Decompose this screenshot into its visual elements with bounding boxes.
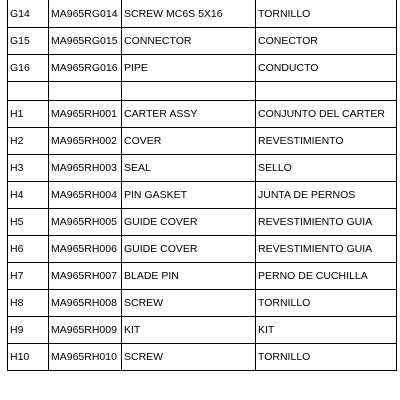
- item-cell: H6: [8, 236, 49, 263]
- table-row: [8, 0, 397, 28]
- description-cell: COVER: [122, 128, 256, 155]
- item-cell: H8: [8, 290, 49, 317]
- part-code-cell: MA965RG016: [49, 55, 122, 82]
- spanish-description-cell: CONDUCTO: [256, 55, 397, 82]
- spanish-description-cell: [256, 82, 397, 101]
- table-row: [8, 182, 397, 209]
- description-cell: BLADE PIN: [122, 263, 256, 290]
- spanish-description-cell: KIT: [256, 317, 397, 344]
- part-code-cell: MA965RH007: [49, 263, 122, 290]
- item-cell: H4: [8, 182, 49, 209]
- spanish-description-cell: TORNILLO: [256, 344, 397, 371]
- part-code-cell: MA965RH004: [49, 182, 122, 209]
- part-code-cell: MA965RH008: [49, 290, 122, 317]
- part-code-cell: MA965RH010: [49, 344, 122, 371]
- table-row: [8, 263, 397, 290]
- item-cell: H9: [8, 317, 49, 344]
- spanish-description-cell: TORNILLO: [256, 0, 397, 28]
- description-cell: CONNECTOR: [122, 28, 256, 55]
- description-cell: SCREW MC6S 5X16: [122, 0, 256, 28]
- table-row: [8, 55, 397, 82]
- table-row: [8, 209, 397, 236]
- spanish-description-cell: SELLO: [256, 155, 397, 182]
- parts-list-sheet: [7, 0, 396, 371]
- part-code-cell: MA965RH002: [49, 128, 122, 155]
- description-cell: GUIDE COVER: [122, 209, 256, 236]
- description-cell: SCREW: [122, 344, 256, 371]
- spanish-description-cell: REVESTIMIENTO GUIA: [256, 209, 397, 236]
- table-row: [8, 101, 397, 128]
- item-cell: G14: [8, 0, 49, 28]
- part-code-cell: MA965RH009: [49, 317, 122, 344]
- item-cell: H1: [8, 101, 49, 128]
- spanish-description-cell: REVESTIMIENTO: [256, 128, 397, 155]
- part-code-cell: MA965RG014: [49, 0, 122, 28]
- description-cell: [122, 82, 256, 101]
- item-cell: H10: [8, 344, 49, 371]
- item-cell: [8, 82, 49, 101]
- item-cell: H7: [8, 263, 49, 290]
- table-row: [8, 28, 397, 55]
- part-code-cell: MA965RH005: [49, 209, 122, 236]
- item-cell: G16: [8, 55, 49, 82]
- description-cell: KIT: [122, 317, 256, 344]
- part-code-cell: MA965RH006: [49, 236, 122, 263]
- table-row: [8, 128, 397, 155]
- item-cell: H2: [8, 128, 49, 155]
- description-cell: CARTER ASSY: [122, 101, 256, 128]
- part-code-cell: MA965RH003: [49, 155, 122, 182]
- description-cell: SEAL: [122, 155, 256, 182]
- parts-table: [7, 0, 397, 371]
- table-row: [8, 317, 397, 344]
- spanish-description-cell: CONJUNTO DEL CARTER: [256, 101, 397, 128]
- item-cell: H3: [8, 155, 49, 182]
- item-cell: H5: [8, 209, 49, 236]
- spanish-description-cell: REVESTIMIENTO GUIA: [256, 236, 397, 263]
- table-row: [8, 344, 397, 371]
- table-row: [8, 290, 397, 317]
- spanish-description-cell: PERNO DE CUCHILLA: [256, 263, 397, 290]
- description-cell: PIPE: [122, 55, 256, 82]
- description-cell: GUIDE COVER: [122, 236, 256, 263]
- item-cell: G15: [8, 28, 49, 55]
- part-code-cell: MA965RH001: [49, 101, 122, 128]
- spanish-description-cell: TORNILLO: [256, 290, 397, 317]
- blank-table-row: [8, 82, 397, 101]
- table-row: [8, 155, 397, 182]
- spanish-description-cell: CONECTOR: [256, 28, 397, 55]
- part-code-cell: MA965RG015: [49, 28, 122, 55]
- description-cell: PIN GASKET: [122, 182, 256, 209]
- spanish-description-cell: JUNTA DE PERNOS: [256, 182, 397, 209]
- part-code-cell: [49, 82, 122, 101]
- table-row: [8, 236, 397, 263]
- description-cell: SCREW: [122, 290, 256, 317]
